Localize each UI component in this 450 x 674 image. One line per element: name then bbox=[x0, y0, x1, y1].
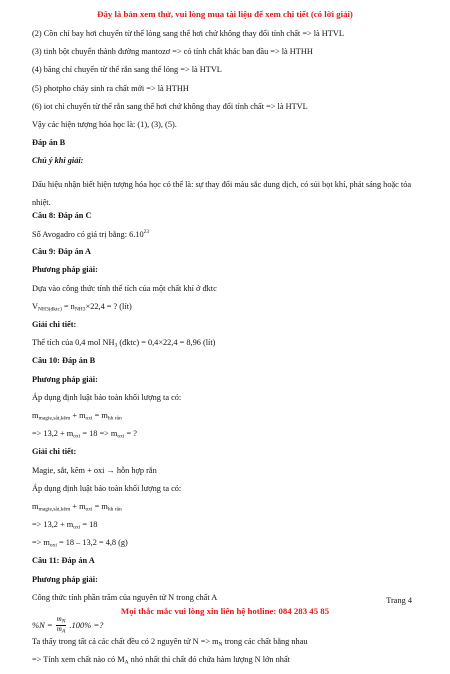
subscript: oxi bbox=[73, 433, 81, 440]
preview-banner: Đây là bản xem thử, vui lòng mua tài liệu để xem chi tiết (có lời giải) bbox=[97, 9, 353, 19]
superscript: 23 bbox=[143, 229, 150, 236]
subscript: N bbox=[61, 618, 66, 625]
formula-right: .100% =? bbox=[69, 619, 104, 630]
text-span: V bbox=[32, 301, 38, 311]
subscript: hh rắn bbox=[107, 415, 122, 422]
text-span: = ? bbox=[124, 429, 137, 439]
text-line: (5) photpho cháy sinh ra chất mới => là HTHH bbox=[32, 83, 189, 93]
question-heading: Câu 10: Đáp án B bbox=[32, 356, 96, 366]
text-span: Thể tích của 0,4 mol NH bbox=[32, 338, 115, 348]
subscript: oxi bbox=[85, 415, 93, 422]
fraction-denominator bbox=[56, 626, 66, 635]
formula-line bbox=[32, 503, 427, 521]
formula-line bbox=[32, 539, 427, 557]
text-span: m bbox=[32, 410, 39, 420]
subscript: magie,sắt,kẽm bbox=[38, 415, 71, 422]
subscript: A bbox=[61, 628, 66, 635]
text-span: => 13,2 + m bbox=[32, 429, 74, 439]
formula-line bbox=[32, 303, 427, 321]
formula-line bbox=[32, 412, 427, 430]
text-line: Magie, sắt, kẽm + oxi → hỗn hợp rắn bbox=[32, 465, 157, 475]
method-heading: Phương pháp giải: bbox=[32, 574, 98, 584]
text-line: (2) Cồn chỉ bay hơi chuyển từ thể lỏng sang thể hơi chứ không thay đổi tính chất => là HTVL bbox=[32, 29, 344, 38]
text-span: => 13,2 + m bbox=[32, 520, 74, 530]
solution-heading: Giải chi tiết: bbox=[32, 447, 77, 457]
answer-heading: Đáp án B bbox=[32, 138, 66, 148]
text-span: = m bbox=[92, 501, 108, 511]
text-line: Vậy các hiện tượng hóa học là: (1), (3), (5). bbox=[32, 119, 177, 129]
subscript: 3 bbox=[114, 342, 118, 349]
question-heading: Câu 8: Đáp án C bbox=[32, 210, 92, 220]
method-heading: Phương pháp giải: bbox=[32, 265, 98, 275]
text-span: = 18 – 13,2 = 4,8 (g) bbox=[56, 538, 128, 548]
subscript: oxi bbox=[117, 433, 125, 440]
text-span: (đktc) = 0,4×22,4 = 8,96 (lít) bbox=[117, 338, 216, 348]
text-line: Áp dụng định luật bảo toàn khối lượng ta có: bbox=[32, 483, 182, 493]
text-span: m bbox=[56, 614, 62, 623]
text-span: Số Avogadro có giá trị bằng: 6.10 bbox=[32, 230, 144, 240]
text-span: => Tính xem chất nào có M bbox=[32, 655, 125, 665]
subscript: N bbox=[218, 641, 223, 648]
text-span: + m bbox=[70, 501, 86, 511]
solution-heading: Giải chi tiết: bbox=[32, 320, 77, 330]
text-line: (4) băng chỉ chuyển từ thể rắn sang thể lỏng => là HTVL bbox=[32, 65, 222, 75]
text-line: Công thức tính phần trăm của nguyên tử N trong chất A bbox=[32, 592, 218, 602]
text-span: = n bbox=[61, 301, 75, 311]
method-heading: Phương pháp giải: bbox=[32, 374, 98, 384]
subscript: NH3 bbox=[74, 306, 86, 313]
text-span: = 18 => m bbox=[80, 429, 118, 439]
text-line bbox=[32, 656, 427, 674]
page-number: Trang 4 bbox=[386, 596, 412, 605]
text-span: = m bbox=[92, 410, 108, 420]
subscript: oxi bbox=[49, 542, 57, 549]
formula-left: %N = bbox=[32, 619, 53, 630]
hotline-footer: Mọi thắc mắc vui lòng xin liên hệ hotline: 084 283 45 85 bbox=[120, 606, 330, 616]
text-span: Ta thấy trong tất cả các chất đều có 2 nguyên tử N => m bbox=[32, 637, 219, 647]
text-span: = 18 bbox=[80, 520, 98, 530]
text-span: nhỏ nhất thì chất đó chứa hàm lượng N lớn nhất bbox=[128, 655, 290, 665]
subscript: oxi bbox=[73, 524, 81, 531]
subscript: A bbox=[124, 659, 129, 666]
question-heading: Câu 11: Đáp án A bbox=[32, 556, 95, 566]
subscript: magie,sắt,kẽm bbox=[38, 506, 71, 513]
text-span: + m bbox=[70, 410, 86, 420]
text-span: => m bbox=[32, 538, 50, 548]
text-line bbox=[32, 638, 427, 656]
text-line: Dựa vào công thức tính thể tích của một chất khí ở đktc bbox=[32, 283, 217, 293]
subscript: NH3(đktc) bbox=[38, 306, 62, 313]
fraction bbox=[56, 616, 67, 635]
subscript: oxi bbox=[85, 506, 93, 513]
text-span: trong các chất bằng nhau bbox=[222, 637, 308, 647]
text-paragraph: Dấu hiệu nhận biết hiện tượng hóa học có thể là: sự thay đổi màu sắc dung dịch, có sủi bọt khí, phát sáng hoặc tỏa nhiệt. bbox=[32, 179, 412, 207]
text-line: (3) tinh bột chuyển thành đường mantozơ => có tính chất khác ban đầu => là HTHH bbox=[32, 47, 313, 57]
formula-line bbox=[32, 430, 427, 448]
text-span: m bbox=[56, 624, 62, 633]
text-span: m bbox=[32, 501, 39, 511]
text-line bbox=[32, 339, 427, 357]
text-line: Áp dụng định luật bảo toàn khối lượng ta có: bbox=[32, 392, 182, 402]
note-heading: Chú ý khi giải: bbox=[32, 156, 84, 166]
subscript: hh rắn bbox=[107, 506, 122, 513]
text-line bbox=[32, 230, 427, 248]
text-line: (6) iot chỉ chuyển từ thể rắn sang thể hơi chứ không thay đổi tính chất => là HTVL bbox=[32, 101, 308, 111]
text-span: ×22,4 = ? (lít) bbox=[85, 301, 132, 311]
question-heading: Câu 9: Đáp án A bbox=[32, 247, 92, 257]
document-body bbox=[32, 30, 427, 674]
formula-line bbox=[32, 521, 427, 539]
